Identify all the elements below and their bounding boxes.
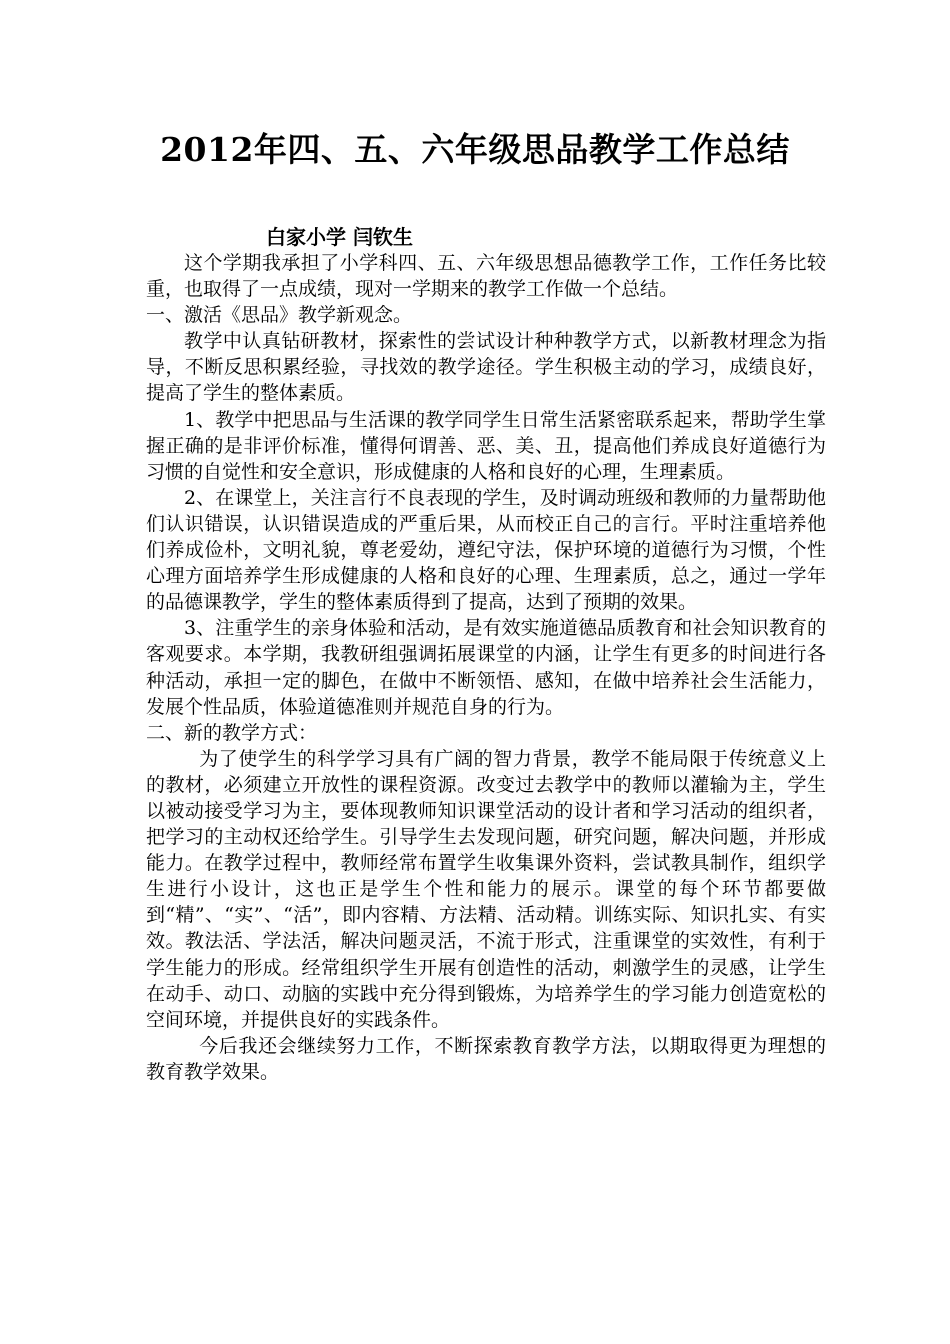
paragraph-intro: 这个学期我承担了小学科四、五、六年级思想品德教学工作，工作任务比较重，也取得了一点成绩，现对一学期来的教学工作做一个总结。: [146, 252, 826, 301]
document-body: [146, 250, 826, 1085]
paragraph-section2-body: 为了使学生的科学学习具有广阔的智力背景，教学不能局限于传统意义上的教材，必须建立开放性的课程资源。改变过去教学中的教师以灌输为主，学生以被动接受学习为主，要体现教师知识课堂活动的设计者和学习活动的组织者，把学习的主动权还给学生。引导学生去发现问题，研究问题，解决问题，并形成能力。在教学过程中，教师经常布置学生收集课外资料，尝试教具制作，组织学生进行小设计，这也正是学生个性和能力的展示。课堂的每个环节都要做到“精”、“实”、“活”，即内容精、方法精、活动精。训练实际、知识扎实、有实效。教法活、学法活，解决问题灵活，不流于形式，注重课堂的实效性，有利于学生能力的形成。经常组织学生开展有创造性的活动，刺激学生的灵感，让学生在动手、动口、动脑的实践中充分得到锻炼，为培养学生的学习能力创造宽松的空间环境，并提供良好的实践条件。: [146, 747, 826, 1031]
paragraph-point-3: 3、注重学生的亲身体验和活动，是有效实施道德品质教育和社会知识教育的客观要求。本学期，我教研组强调拓展课堂的内涵，让学生有更多的时间进行各种活动，承担一定的脚色，在做中不断领悟、感知，在做中培养社会生活能力，发展个性品质，体验道德准则并规范自身的行为。: [146, 617, 826, 718]
paragraph-point-1: 1、教学中把思品与生活课的教学同学生日常生活紧密联系起来，帮助学生掌握正确的是非评价标准，懂得何谓善、恶、美、丑，提高他们养成良好道德行为习惯的自觉性和安全意识，形成健康的人格和良好的心理，生理素质。: [146, 408, 826, 483]
paragraph-point-2: 2、在课堂上，关注言行不良表现的学生，及时调动班级和教师的力量帮助他们认识错误，认识错误造成的严重后果，从而校正自己的言行。平时注重培养他们养成俭朴，文明礼貌，尊老爱幼，遵纪守法，保护环境的道德行为习惯，个性心理方面培养学生形成健康的人格和良好的心理、生理素质，总之，通过一学年的品德课教学，学生的整体素质得到了提高，达到了预期的效果。: [146, 486, 826, 614]
paragraph-section1-overview: 教学中认真钻研教材，探索性的尝试设计种种教学方式，以新教材理念为指导，不断反思积累经验，寻找效的教学途径。学生积极主动的学习，成绩良好，提高了学生的整体素质。: [146, 330, 826, 405]
document-author: 白家小学 闫钦生: [266, 225, 413, 249]
section-heading-2: 二、新的教学方式：: [146, 721, 318, 744]
document-title: 2012年四、五、六年级思品教学工作总结: [160, 130, 790, 169]
section-heading-1: 一、激活《思品》教学新观念。: [146, 304, 413, 327]
paragraph-conclusion: 今后我还会继续努力工作，不断探索教育教学方法，以期取得更为理想的教育教学效果。: [146, 1034, 826, 1083]
